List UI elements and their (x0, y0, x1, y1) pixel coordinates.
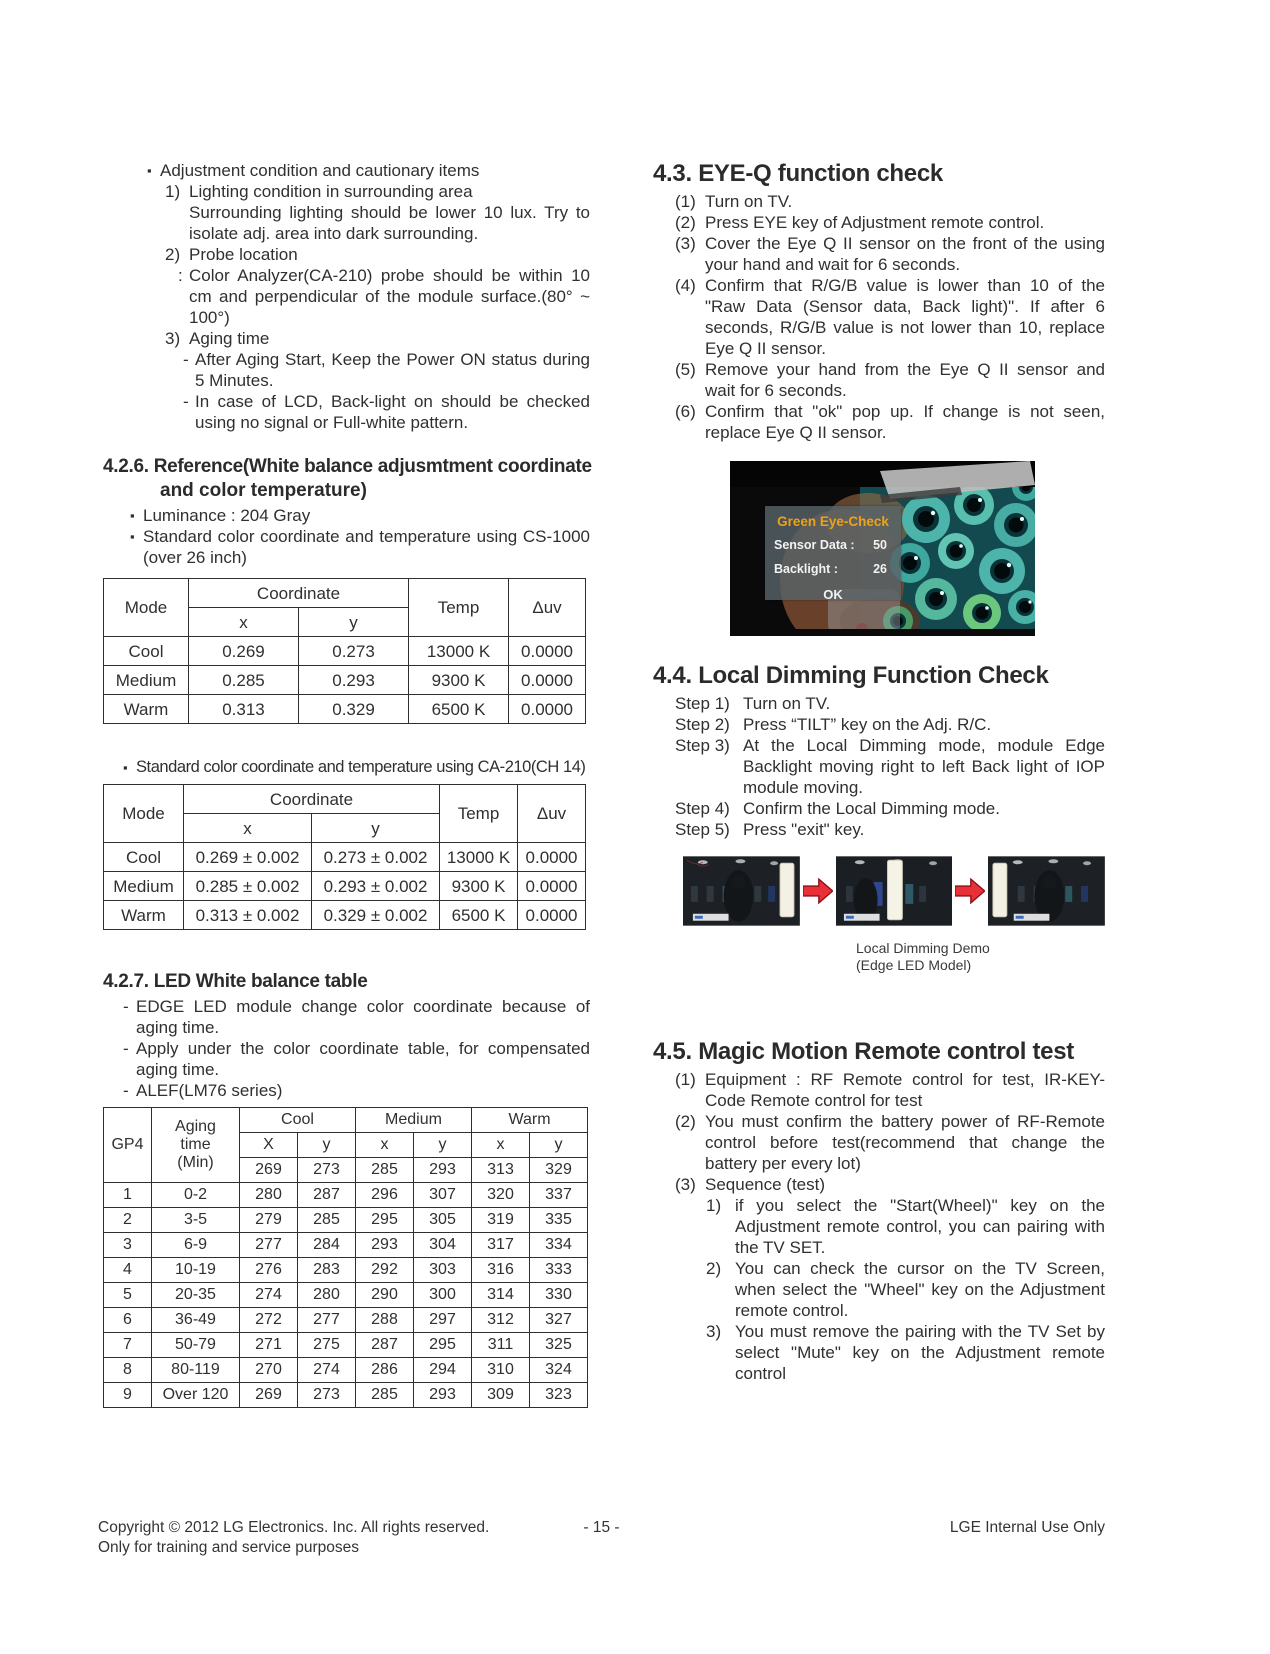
table-cell: 9 (104, 1383, 152, 1408)
section-426-title-line1: 4.2.6. Reference(White balance adjusmtment coordinate (103, 456, 592, 477)
table-cell: y (530, 1133, 588, 1158)
table-cell: 292 (356, 1258, 414, 1283)
table-row (104, 1358, 588, 1383)
table-cell: Cool (104, 843, 184, 872)
dash-marker: - (123, 1081, 129, 1100)
s43-item-3 (675, 233, 1105, 275)
list-marker: (4) (675, 276, 696, 295)
table-cell: 80-119 (152, 1358, 240, 1383)
dash-marker: - (183, 350, 189, 369)
table-cell: x (184, 814, 312, 843)
section-426-title-line2: and color temperature) (160, 480, 367, 501)
s45-sub-2-text: You can check the cursor on the TV Screen, when select the "Wheel" key on the Adjustment remote control. (735, 1259, 1105, 1320)
step-marker: Step 4) (675, 799, 730, 818)
table-cell: 285 (356, 1383, 414, 1408)
footer-page-number: - 15 - (583, 1519, 620, 1536)
apply-text: Apply under the color coordinate table, for compensated aging time. (136, 1039, 590, 1079)
osd-backlight-row (765, 556, 901, 580)
table-cell: 324 (530, 1358, 588, 1383)
table-cell: 273 (298, 1383, 356, 1408)
table-cell: Coordinate (184, 785, 440, 814)
arrow-right-icon (803, 878, 833, 904)
table-cell: 337 (530, 1183, 588, 1208)
list-marker: (2) (675, 1112, 696, 1131)
table-cell: 327 (530, 1308, 588, 1333)
dimming-photo-1 (683, 856, 800, 926)
step-marker: Step 1) (675, 694, 730, 713)
osd-title: Green Eye-Check (777, 514, 889, 529)
s43-item-3-text: Cover the Eye Q II sensor on the front of the using your hand and wait for 6 seconds. (705, 234, 1105, 274)
table-cell: 274 (298, 1358, 356, 1383)
aging-sub2-text: In case of LCD, Back-light on should be checked using no signal or Full-white pattern. (195, 392, 590, 432)
footer-row (98, 1518, 1105, 1538)
table-cell: 304 (414, 1233, 472, 1258)
table-cell: 269 (240, 1383, 298, 1408)
table-row (104, 1233, 588, 1258)
table-cell: 329 (530, 1158, 588, 1183)
aging-sub2 (183, 391, 590, 433)
list-marker: (1) (675, 192, 696, 211)
table-cell: Temp (440, 785, 518, 843)
table-cell: 0.273 ± 0.002 (312, 843, 440, 872)
right-column (653, 160, 1105, 1384)
table-cell: 0.269 (189, 637, 299, 666)
step-marker: Step 3) (675, 736, 730, 755)
table-row (104, 872, 586, 901)
table-cell: 1 (104, 1183, 152, 1208)
table-cell: 6500 K (440, 901, 518, 930)
list-marker: 2) (165, 245, 181, 264)
table-cell: 6 (104, 1308, 152, 1333)
step-marker: Step 2) (675, 715, 730, 734)
table-cell: 333 (530, 1258, 588, 1283)
table-cell: 271 (240, 1333, 298, 1358)
table-cell: 6-9 (152, 1233, 240, 1258)
table-row (104, 695, 586, 724)
table-cell: 275 (298, 1333, 356, 1358)
table-cell: 0.313 ± 0.002 (184, 901, 312, 930)
table-row (104, 843, 586, 872)
table-row (104, 666, 586, 695)
list-marker: (1) (675, 1070, 696, 1089)
s44-step-4-text: Confirm the Local Dimming mode. (743, 799, 1000, 818)
table-cell: 285 (298, 1208, 356, 1233)
adjustment-title-item (147, 160, 590, 181)
s43-item-1 (675, 191, 1105, 212)
s43-item-2-text: Press EYE key of Adjustment remote control. (705, 213, 1045, 232)
s43-item-4-text: Confirm that R/G/B value is lower than 10 of the "Raw Data (Sensor data, Back light)". If after 6 seconds, R/G/B value is not lower than 10, replace Eye Q II sensor. (705, 276, 1105, 358)
table-cell: 0.293 (299, 666, 409, 695)
table-cell: y (312, 814, 440, 843)
table-header-row (104, 579, 586, 608)
table-cell: Medium (356, 1108, 472, 1133)
table-cell: 287 (298, 1183, 356, 1208)
eyeq-sensor-photo (730, 461, 1035, 636)
table-cell: Aging time (Min) (152, 1108, 240, 1183)
osd-backlight-label: Backlight : (774, 562, 838, 576)
table-cell: 0.285 (189, 666, 299, 695)
dimming-caption-line2: (Edge LED Model) (856, 957, 972, 973)
s43-item-4 (675, 275, 1105, 359)
lighting-item (165, 181, 590, 202)
aging-sub1 (183, 349, 590, 391)
table-cell: 311 (472, 1333, 530, 1358)
table-cell: 296 (356, 1183, 414, 1208)
s44-step-3-text: At the Local Dimming mode, module Edge Backlight moving right to left Back light of IOP module moving. (743, 736, 1105, 797)
section-45-title: 4.5. Magic Motion Remote control test (653, 1038, 1074, 1065)
probe-item (165, 244, 590, 265)
s44-step-1 (675, 693, 1105, 714)
table-cell: 276 (240, 1258, 298, 1283)
table-cell: 0.0000 (518, 872, 586, 901)
table-cell: 284 (298, 1233, 356, 1258)
table-cell: 13000 K (409, 637, 509, 666)
table-cell: x (189, 608, 299, 637)
table-cell: y (414, 1133, 472, 1158)
table-cell: Δuv (509, 579, 586, 637)
table-cell: 8 (104, 1358, 152, 1383)
table-cell: 273 (298, 1158, 356, 1183)
dimming-caption (856, 940, 1105, 974)
table-cell: 300 (414, 1283, 472, 1308)
table-cell: 10-19 (152, 1258, 240, 1283)
aging-title: Aging time (189, 329, 270, 348)
dimming-caption-line1: Local Dimming Demo (856, 940, 990, 956)
table-cell: 0.0000 (518, 843, 586, 872)
aging-sub1-text: After Aging Start, Keep the Power ON status during 5 Minutes. (195, 350, 590, 390)
edge-led-item (123, 996, 590, 1038)
ca210-bullet (123, 757, 590, 778)
table-cell: 4 (104, 1258, 152, 1283)
table-cell: 290 (356, 1283, 414, 1308)
table-cell: 3-5 (152, 1208, 240, 1233)
table-cell: 277 (240, 1233, 298, 1258)
osd-sensor-label: Sensor Data : (774, 538, 855, 552)
table-cell: 305 (414, 1208, 472, 1233)
table-cell: 293 (414, 1158, 472, 1183)
table-cell: 297 (414, 1308, 472, 1333)
s43-item-5 (675, 359, 1105, 401)
apply-item (123, 1038, 590, 1080)
table-cell: 313 (472, 1158, 530, 1183)
s44-step-4 (675, 798, 1105, 819)
list-marker: (3) (675, 1175, 696, 1194)
table-row (104, 1283, 588, 1308)
table-cell: 0-2 (152, 1183, 240, 1208)
table-cell: 6500 K (409, 695, 509, 724)
cs1000-text: Standard color coordinate and temperature using CS-1000 (over 26 inch) (143, 527, 590, 567)
table-cell: 316 (472, 1258, 530, 1283)
s43-item-5-text: Remove your hand from the Eye Q II sensor and wait for 6 seconds. (705, 360, 1105, 400)
table-cell: 0.285 ± 0.002 (184, 872, 312, 901)
lighting-title: Lighting condition in surrounding area (189, 182, 473, 201)
table-cell: 320 (472, 1183, 530, 1208)
s44-step-2-text: Press “TILT” key on the Adj. R/C. (743, 715, 992, 734)
s44-step-1-text: Turn on TV. (743, 694, 831, 713)
table-row (104, 1333, 588, 1358)
list-marker: 1) (706, 1196, 722, 1215)
table-cell: 13000 K (440, 843, 518, 872)
table-cell: y (299, 608, 409, 637)
luminance-text: Luminance : 204 Gray (143, 506, 311, 525)
list-marker: 3) (165, 329, 181, 348)
table-cell: Mode (104, 579, 189, 637)
table-cell: 323 (530, 1383, 588, 1408)
osd-ok-button: OK (823, 587, 843, 602)
table-row (104, 901, 586, 930)
table-header-row (104, 785, 586, 814)
local-dimming-demo-strip (683, 856, 1105, 926)
s45-sub-3-text: You must remove the pairing with the TV Set by select "Mute" key on the Adjustment remote control (735, 1322, 1105, 1383)
table-cell: 0.0000 (518, 901, 586, 930)
table-cell: Medium (104, 872, 184, 901)
table-row (104, 1258, 588, 1283)
table-cell: 309 (472, 1383, 530, 1408)
luminance-bullet (130, 505, 590, 526)
table-cell: Mode (104, 785, 184, 843)
table-cell: 3 (104, 1233, 152, 1258)
table-cell: 274 (240, 1283, 298, 1308)
list-marker: 1) (165, 182, 181, 201)
table-cell: 295 (414, 1333, 472, 1358)
s44-step-2 (675, 714, 1105, 735)
ca210-text: Standard color coordinate and temperature using CA-210(CH 14) (136, 758, 586, 776)
table-cell: 272 (240, 1308, 298, 1333)
s45-sub-2 (706, 1258, 1105, 1321)
s45-item-1 (675, 1069, 1105, 1111)
s45-item-2 (675, 1111, 1105, 1174)
table-cell: y (298, 1133, 356, 1158)
list-marker: (3) (675, 234, 696, 253)
bullet-marker: ▪ (123, 760, 128, 775)
table-cell: 5 (104, 1283, 152, 1308)
eyeq-osd-popup (765, 506, 901, 600)
table-cell: x (472, 1133, 530, 1158)
table-cell: Warm (104, 695, 189, 724)
page-footer (98, 1518, 1105, 1558)
table-cell: 293 (356, 1233, 414, 1258)
table-cell: 288 (356, 1308, 414, 1333)
table-row (104, 1183, 588, 1208)
table-cell: 279 (240, 1208, 298, 1233)
table-cell: 330 (530, 1283, 588, 1308)
table-cell: 280 (240, 1183, 298, 1208)
footer-right-note: LGE Internal Use Only (949, 1519, 1105, 1536)
table-cell: 295 (356, 1208, 414, 1233)
s44-step-5 (675, 819, 1105, 840)
table-cell: 2 (104, 1208, 152, 1233)
table-cell: 9300 K (440, 872, 518, 901)
led-white-balance-table (103, 1107, 588, 1408)
white-balance-table-cs1000 (103, 578, 586, 724)
table-cell: 319 (472, 1208, 530, 1233)
bullet-marker: ▪ (130, 508, 135, 523)
table-cell: 314 (472, 1283, 530, 1308)
table-cell: 0.0000 (509, 637, 586, 666)
s43-item-6 (675, 401, 1105, 443)
table-cell: 36-49 (152, 1308, 240, 1333)
table-row (104, 1308, 588, 1333)
dimming-photo-2 (836, 856, 953, 926)
table-cell: x (356, 1133, 414, 1158)
table-cell: 334 (530, 1233, 588, 1258)
table-header-row (104, 1108, 588, 1133)
table-cell: 307 (414, 1183, 472, 1208)
alef-item (123, 1080, 590, 1101)
s44-step-3 (675, 735, 1105, 798)
footer-copyright-line2: Only for training and service purposes (98, 1539, 360, 1556)
colon-marker: : (178, 266, 183, 285)
table-cell: 285 (356, 1158, 414, 1183)
step-marker: Step 5) (675, 820, 730, 839)
table-cell: 0.293 ± 0.002 (312, 872, 440, 901)
osd-sensor-value: 50 (873, 538, 887, 552)
table-cell: 312 (472, 1308, 530, 1333)
left-column (98, 160, 590, 1408)
table-cell: Warm (104, 901, 184, 930)
section-44-title: 4.4. Local Dimming Function Check (653, 662, 1049, 689)
table-cell: 9300 K (409, 666, 509, 695)
osd-backlight-value: 26 (873, 562, 887, 576)
table-cell: 283 (298, 1258, 356, 1283)
list-marker: 3) (706, 1322, 722, 1341)
table-cell: 0.329 (299, 695, 409, 724)
table-cell: 0.269 ± 0.002 (184, 843, 312, 872)
table-cell: 7 (104, 1333, 152, 1358)
table-cell: Cool (240, 1108, 356, 1133)
s43-item-1-text: Turn on TV. (705, 192, 793, 211)
s44-step-5-text: Press "exit" key. (743, 820, 865, 839)
arrow-right-icon (955, 878, 985, 904)
table-cell: 280 (298, 1283, 356, 1308)
table-cell: 325 (530, 1333, 588, 1358)
section-427-title: 4.2.7. LED White balance table (103, 971, 368, 992)
table-row (104, 1383, 588, 1408)
dash-marker: - (183, 392, 189, 411)
bullet-marker: ▪ (147, 163, 152, 178)
dimming-photo-3 (988, 856, 1105, 926)
list-marker: 2) (706, 1259, 722, 1278)
aging-item (165, 328, 590, 349)
table-row (104, 637, 586, 666)
dash-marker: - (123, 1039, 129, 1058)
table-cell: Temp (409, 579, 509, 637)
list-marker: (5) (675, 360, 696, 379)
list-marker: (6) (675, 402, 696, 421)
table-cell: 310 (472, 1358, 530, 1383)
adjustment-title: Adjustment condition and cautionary items (160, 161, 480, 180)
s45-sub-1 (706, 1195, 1105, 1258)
table-cell: 0.313 (189, 695, 299, 724)
probe-title: Probe location (189, 245, 298, 264)
table-cell: Cool (104, 637, 189, 666)
s45-item-1-text: Equipment : RF Remote control for test, IR-KEY-Code Remote control for test (705, 1070, 1105, 1110)
table-cell: 294 (414, 1358, 472, 1383)
footer-copyright-line1: Copyright © 2012 LG Electronics. Inc. All rights reserved. (98, 1519, 490, 1536)
table-cell: 270 (240, 1358, 298, 1383)
table-cell: Over 120 (152, 1383, 240, 1408)
table-cell: 0.273 (299, 637, 409, 666)
table-row (104, 1208, 588, 1233)
cs1000-bullet (130, 526, 590, 568)
table-cell: Medium (104, 666, 189, 695)
white-balance-table-ca210 (103, 784, 586, 930)
table-cell: Warm (472, 1108, 588, 1133)
s43-item-2 (675, 212, 1105, 233)
table-cell: Δuv (518, 785, 586, 843)
table-cell: 269 (240, 1158, 298, 1183)
s45-sub-3 (706, 1321, 1105, 1384)
table-cell: GP4 (104, 1108, 152, 1183)
s45-item-2-text: You must confirm the battery power of RF-Remote control before test(recommend that change the battery per every lot) (705, 1112, 1105, 1173)
table-cell: 50-79 (152, 1333, 240, 1358)
dash-marker: - (123, 997, 129, 1016)
probe-body-item (178, 265, 590, 328)
osd-sensor-row (765, 532, 901, 556)
probe-body: Color Analyzer(CA-210) probe should be within 10 cm and perpendicular of the module surface.(80° ~ 100°) (189, 266, 590, 327)
table-cell: 293 (414, 1383, 472, 1408)
bullet-marker: ▪ (130, 529, 135, 544)
table-cell: 287 (356, 1333, 414, 1358)
s43-item-6-text: Confirm that "ok" pop up. If change is not seen, replace Eye Q II sensor. (705, 402, 1105, 442)
table-cell: 20-35 (152, 1283, 240, 1308)
table-cell: 277 (298, 1308, 356, 1333)
table-cell: 0.0000 (509, 666, 586, 695)
s45-item-3 (675, 1174, 1105, 1195)
lighting-body: Surrounding lighting should be lower 10 lux. Try to isolate adj. area into dark surrounding. (189, 203, 590, 243)
table-cell: 303 (414, 1258, 472, 1283)
table-cell: Coordinate (189, 579, 409, 608)
table-cell: 317 (472, 1233, 530, 1258)
section-43-title: 4.3. EYE-Q function check (653, 160, 943, 187)
list-marker: (2) (675, 213, 696, 232)
alef-text: ALEF(LM76 series) (136, 1081, 283, 1100)
table-cell: 286 (356, 1358, 414, 1383)
edge-led-text: EDGE LED module change color coordinate because of aging time. (136, 997, 590, 1037)
table-cell: 0.329 ± 0.002 (312, 901, 440, 930)
table-cell: 0.0000 (509, 695, 586, 724)
table-cell: 335 (530, 1208, 588, 1233)
table-cell: X (240, 1133, 298, 1158)
s45-item-3-text: Sequence (test) (705, 1175, 826, 1194)
s45-sub-1-text: if you select the "Start(Wheel)" key on the Adjustment remote control, you can pairing with the TV SET. (735, 1196, 1105, 1257)
